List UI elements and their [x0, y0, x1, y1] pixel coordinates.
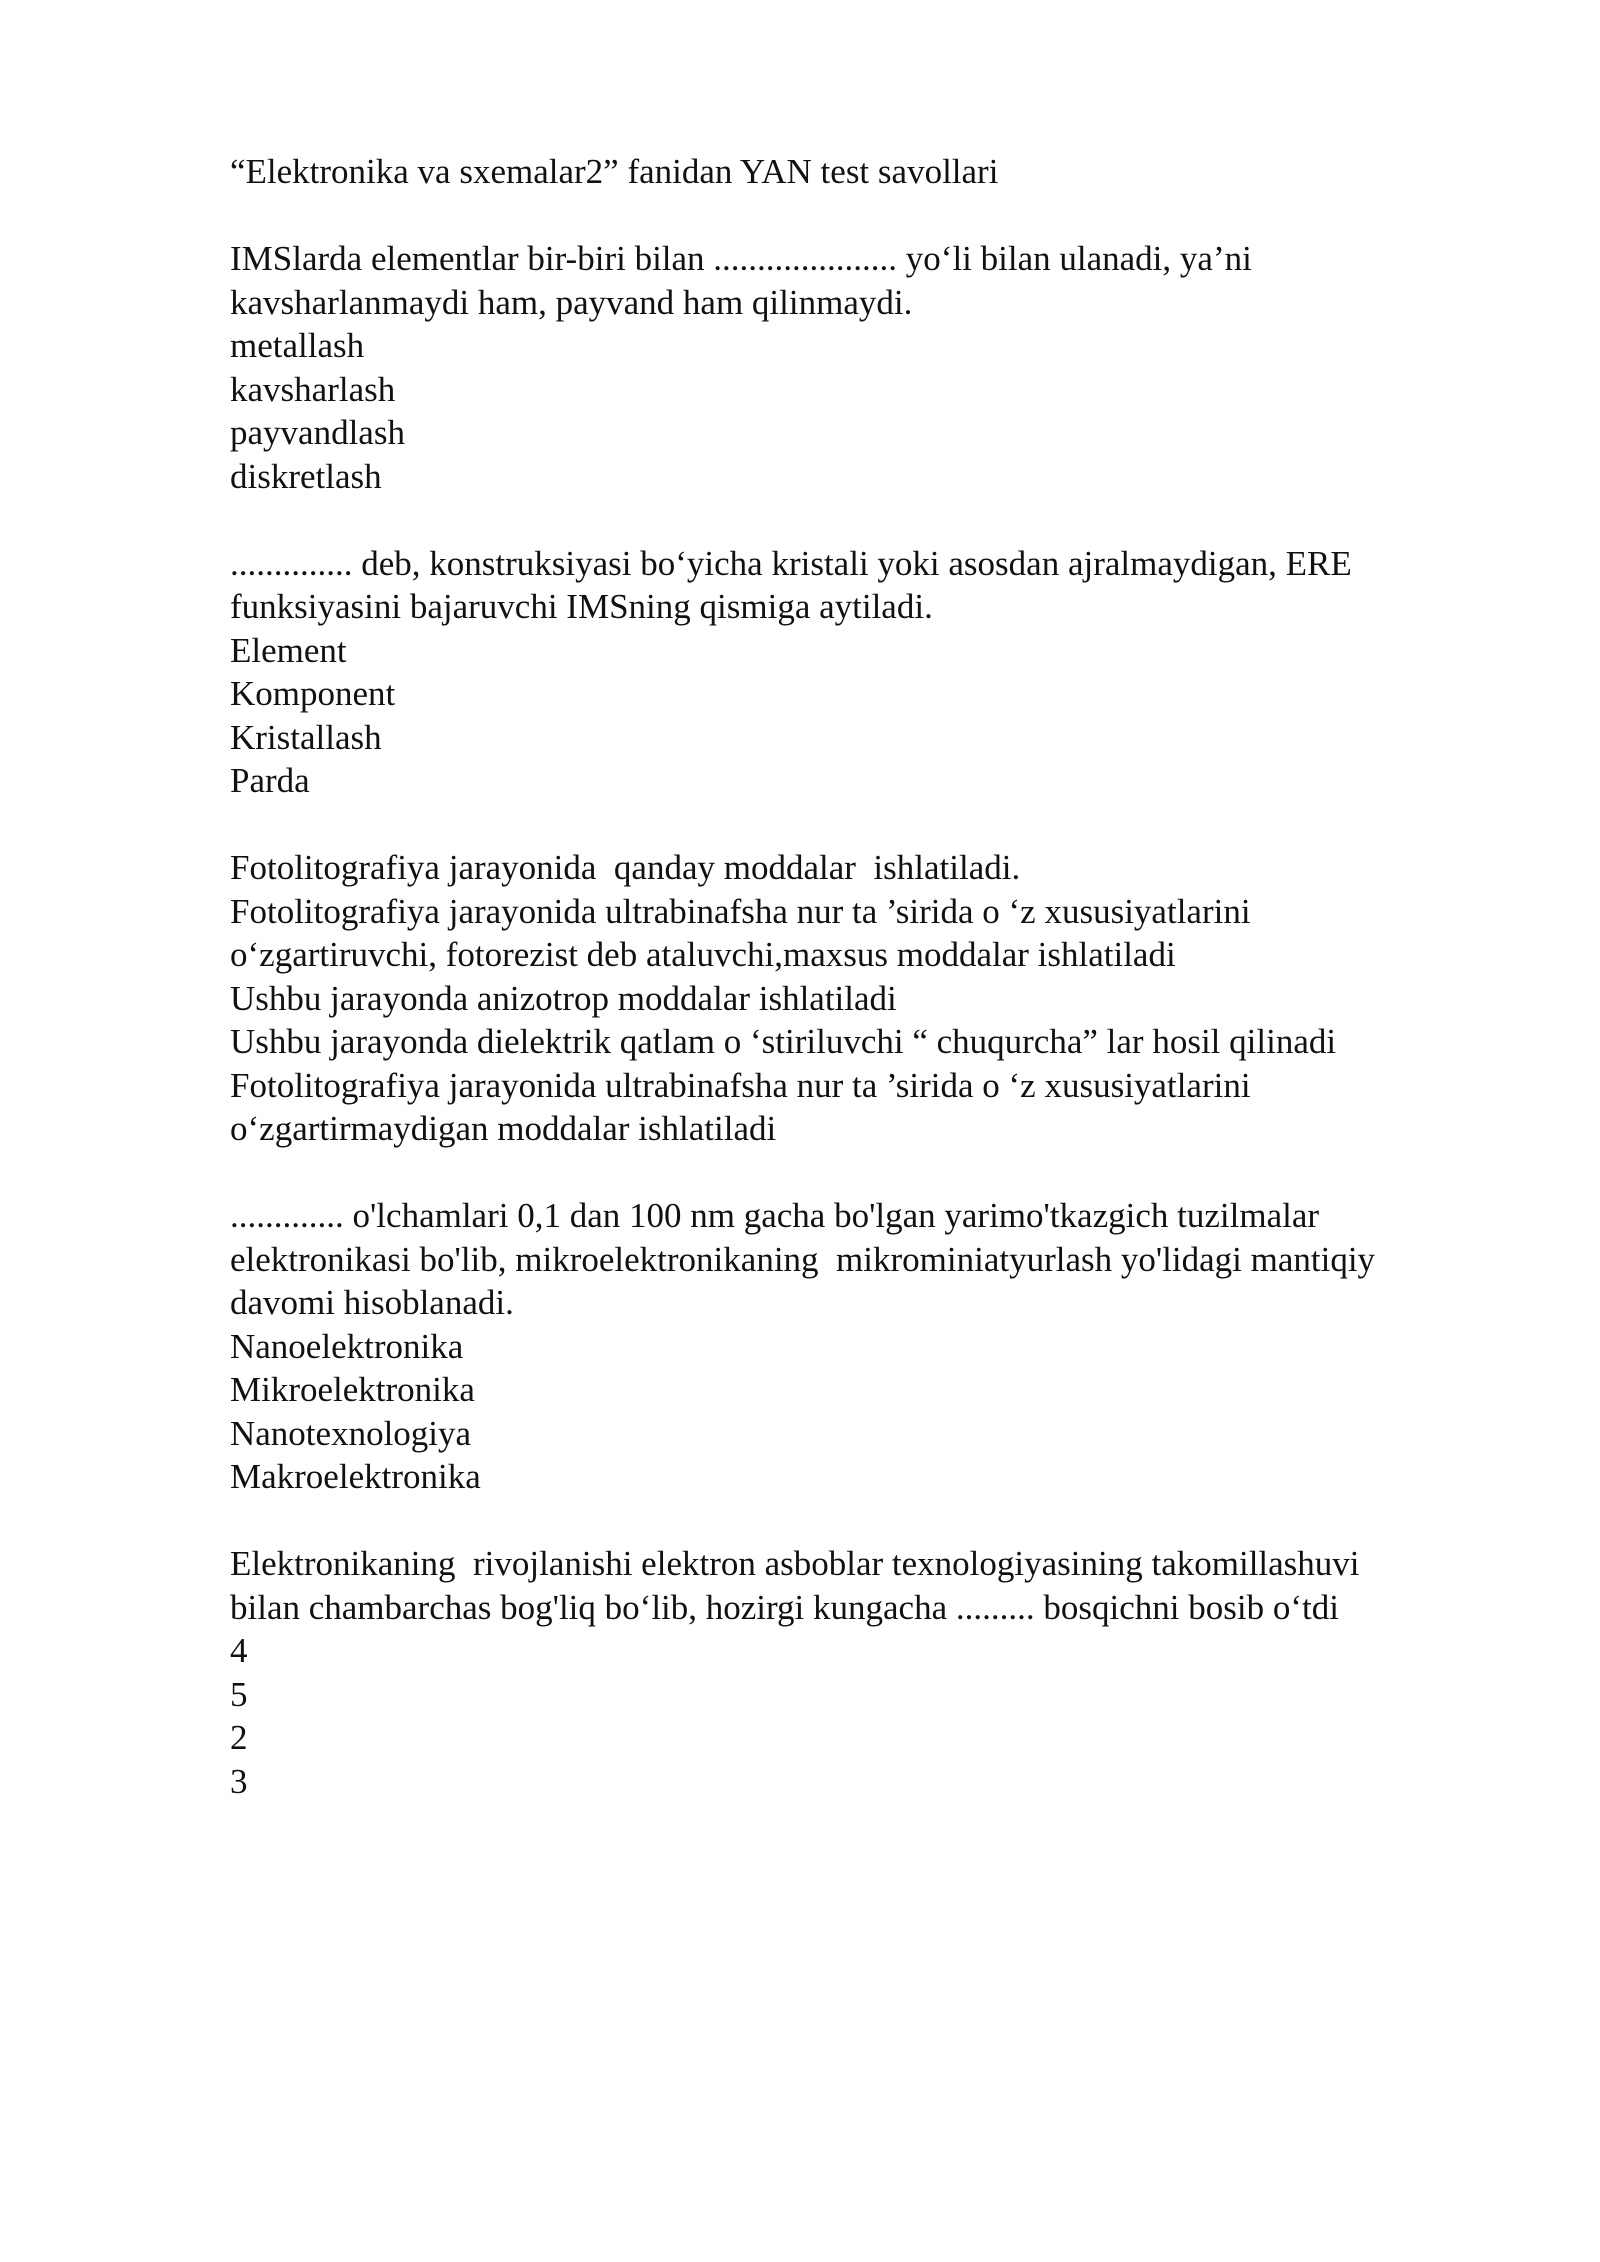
question-2-option-4: Parda	[230, 761, 310, 800]
question-5-text-line-2: bilan chambarchas bog'liq bo‘lib, hozirgi kungacha ......... bosqichni bosib o‘tdi	[230, 1587, 1339, 1627]
question-5-option-1: 4	[230, 1631, 248, 1670]
question-3-text-line-1: Fotolitografiya jarayonida qanday moddalar ishlatiladi.	[230, 848, 1021, 887]
question-1-text-line-1: IMSlarda elementlar bir-biri bilan ..................... yo‘li bilan ulanadi, ya’ni	[230, 239, 1252, 278]
question-4-option-4: Makroelektronika	[230, 1457, 481, 1496]
question-3	[230, 846, 1490, 1151]
question-4-text-line-3: davomi hisoblanadi.	[230, 1283, 514, 1322]
question-4-option-1: Nanoelektronika	[230, 1326, 464, 1366]
question-2-option-1: Element	[230, 630, 347, 670]
question-4-option-2: Mikroelektronika	[230, 1370, 475, 1409]
document-title: “Elektronika va sxemalar2” fanidan YAN test savollari	[230, 152, 999, 191]
question-2	[230, 542, 1490, 803]
question-3-option-3: Ushbu jarayonda dielektrik qatlam o ‘stiriluvchi “ chuqurcha” lar hosil qilinadi	[230, 1022, 1337, 1061]
question-5-option-4: 3	[230, 1761, 248, 1801]
question-5-option-2: 5	[230, 1674, 248, 1714]
question-1-option-3: payvandlash	[230, 413, 405, 452]
question-1-option-1: metallash	[230, 326, 365, 365]
question-4-text-line-1: ............. o'lchamlari 0,1 dan 100 nm gacha bo'lgan yarimo'tkazgich tuzilmalar	[230, 1196, 1320, 1235]
question-1-text-line-2: kavsharlanmaydi ham, payvand ham qilinmaydi.	[230, 282, 913, 322]
question-2-option-3: Kristallash	[230, 717, 382, 757]
question-5	[230, 1542, 1490, 1803]
question-2-option-2: Komponent	[230, 674, 396, 713]
question-4	[230, 1194, 1490, 1499]
question-2-text-line-1: .............. deb, konstruksiyasi bo‘yicha kristali yoki asosdan ajralmaydigan, ERE	[230, 543, 1352, 583]
question-2-text-line-2: funksiyasini bajaruvchi IMSning qismiga aytiladi.	[230, 587, 933, 626]
question-1-option-4: diskretlash	[230, 456, 382, 496]
question-3-option-2: Ushbu jarayonda anizotrop moddalar ishlatiladi	[230, 978, 897, 1018]
question-1	[230, 237, 1490, 498]
document-body	[230, 150, 1490, 1803]
question-3-option-1: Fotolitografiya jarayonida ultrabinafsha nur ta ’sirida o ‘z xususiyatlarini o‘zgartiruvchi, fotorezist deb ataluvchi,maxsus moddalar ishlatiladi	[230, 891, 1251, 974]
question-5-text-line-1: Elektronikaning rivojlanishi elektron asboblar texnologiyasining takomillashuvi	[230, 1544, 1360, 1583]
question-3-option-4: Fotolitografiya jarayonida ultrabinafsha nur ta ’sirida o ‘z xususiyatlarini o‘zgartirmaydigan moddalar ishlatiladi	[230, 1065, 1251, 1148]
question-1-option-2: kavsharlash	[230, 369, 396, 409]
question-5-option-3: 2	[230, 1718, 248, 1757]
question-4-text-line-2: elektronikasi bo'lib, mikroelektronikaning mikrominiatyurlash yo'lidagi mantiqiy	[230, 1239, 1376, 1279]
question-4-option-3: Nanotexnologiya	[230, 1413, 472, 1453]
